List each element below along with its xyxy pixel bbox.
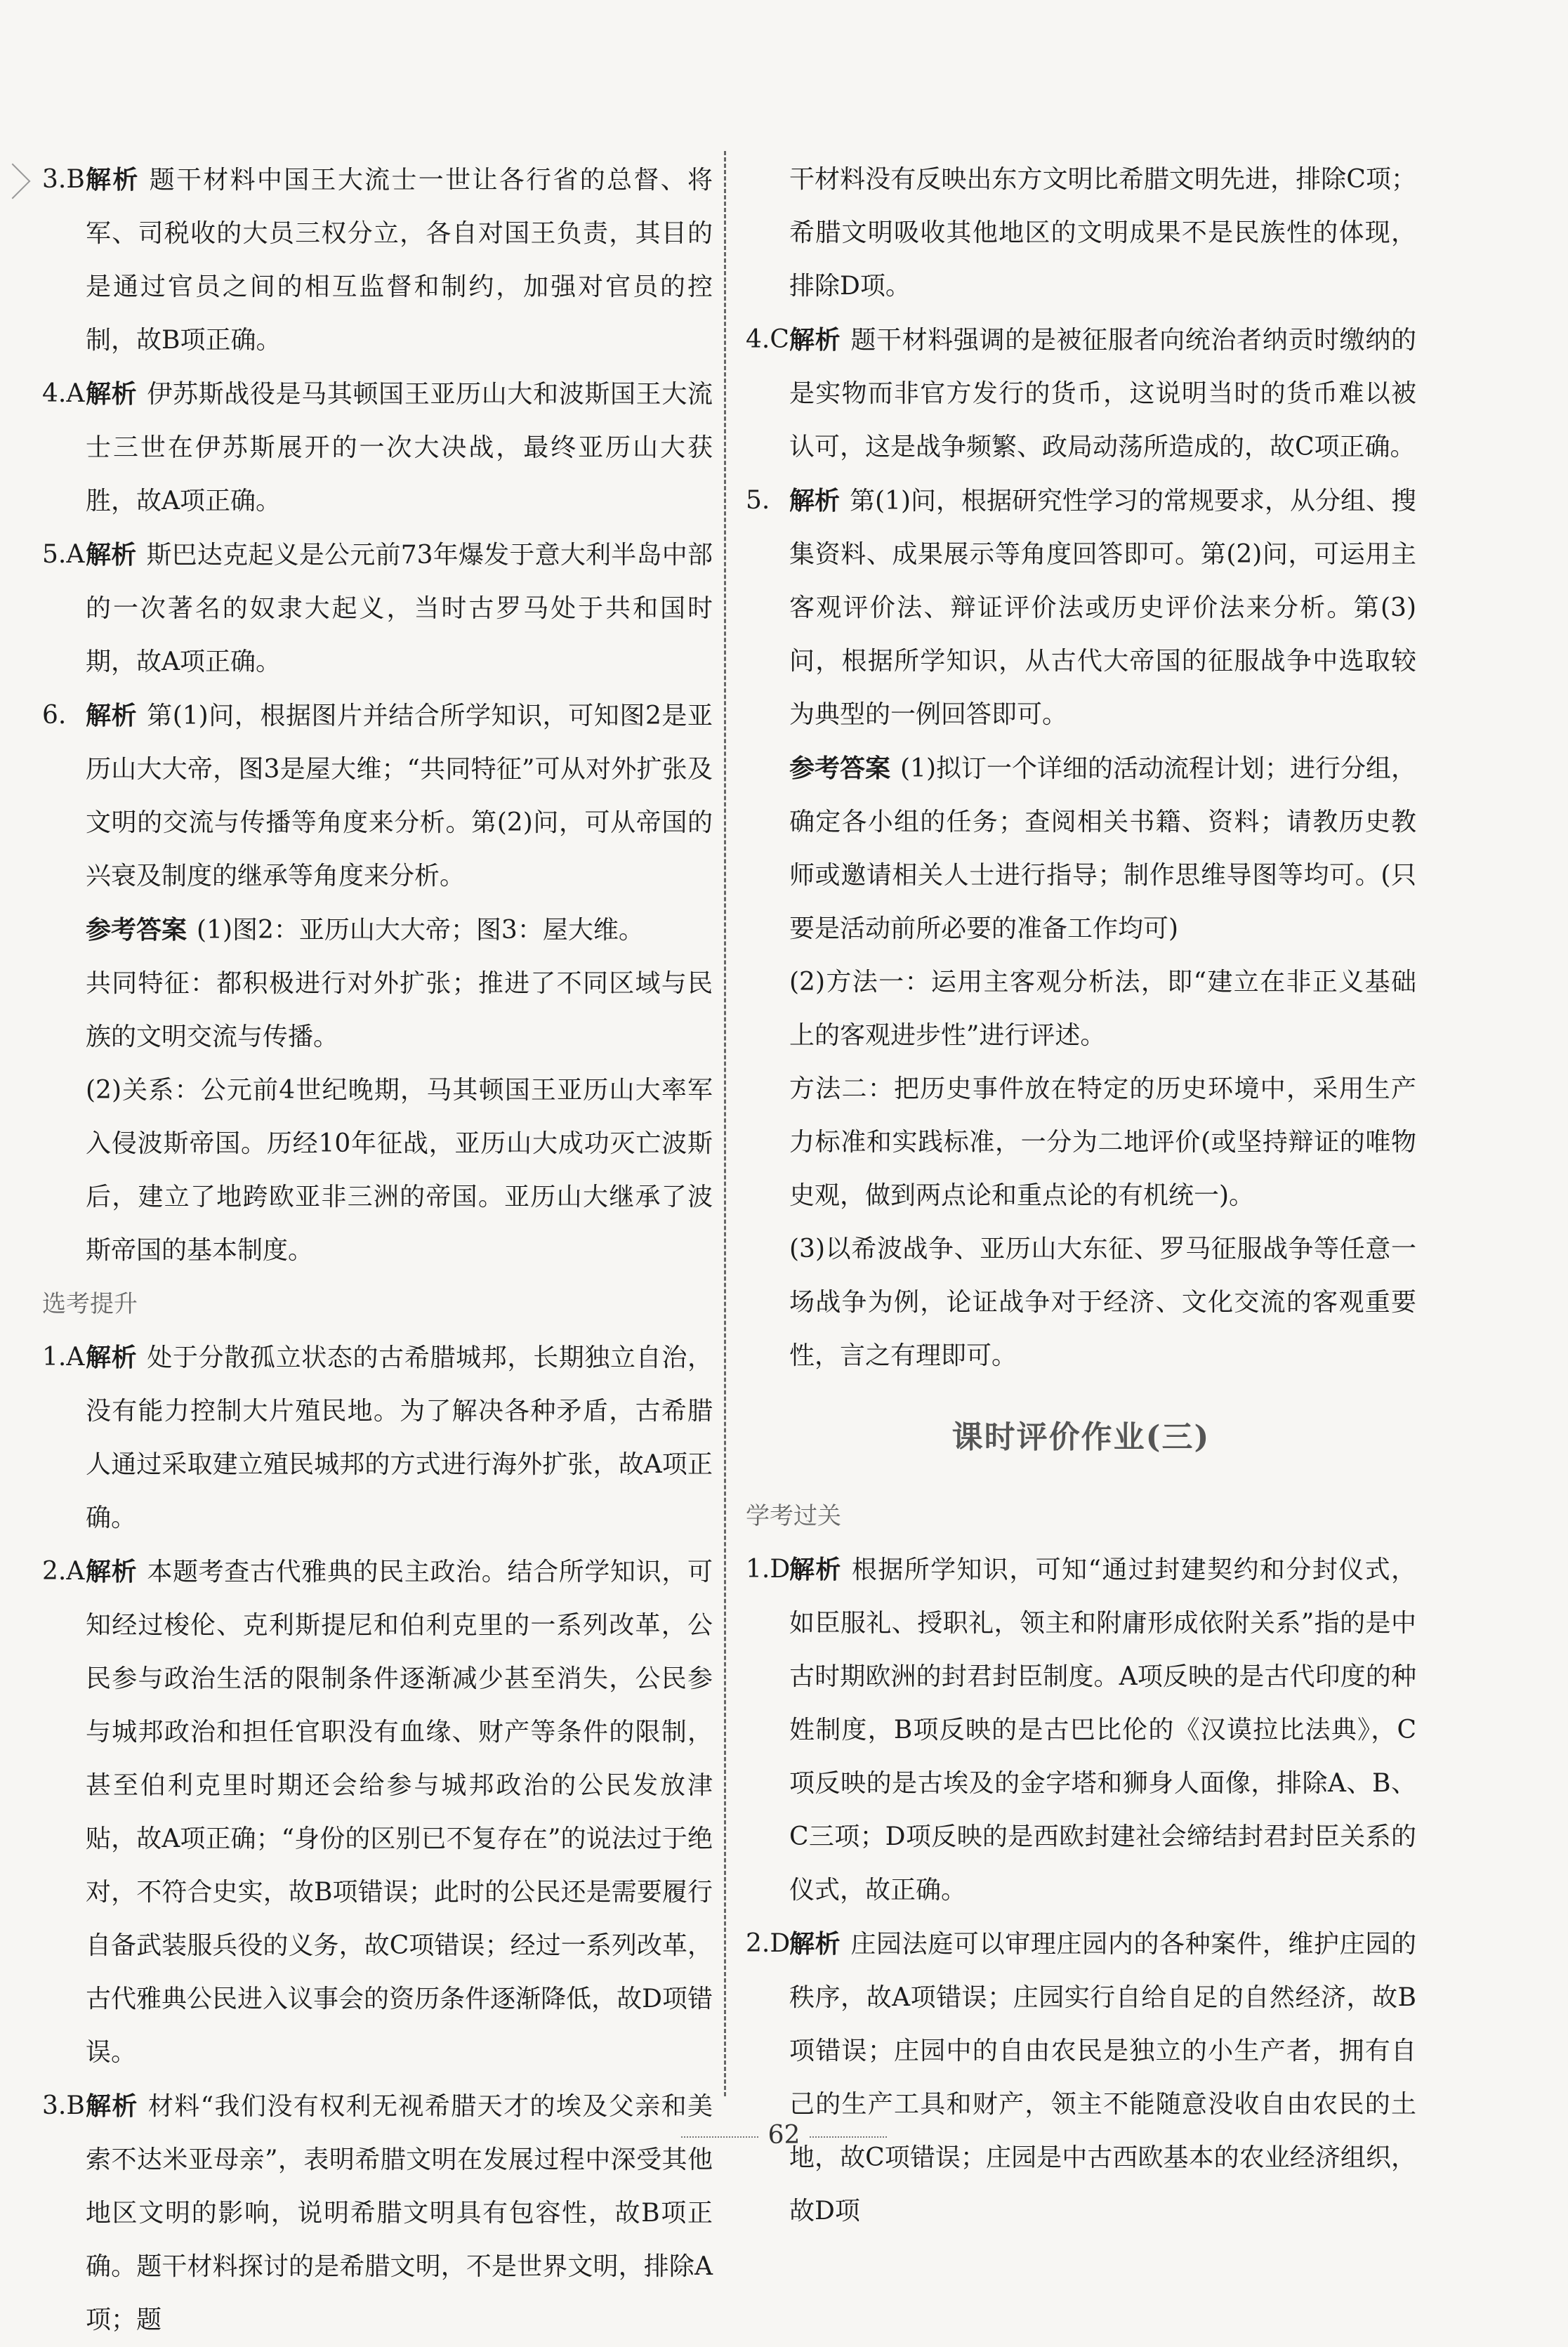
answer-item <box>746 474 1416 742</box>
answer-item <box>42 689 713 903</box>
reference-answer-line: (2)关系：公元前4世纪晚期，马其顿国王亚历山大率军入侵波斯帝国。历经10年征战，亚历山大成功灭亡波斯后，建立了地跨欧亚非三洲的帝国。亚历山大继承了波斯帝国的基本制度。 <box>86 1076 713 1265</box>
analysis-text: 第(1)问，根据研究性学习的常规要求，从分组、搜集资料、成果展示等角度回答即可。第(2)问，可运用主客观评价法、辩证评价法或历史评价法来分析。第(3)问，根据所学知识，从古代大帝国的征服战争中选取较为典型的一例回答即可。 <box>789 487 1417 729</box>
analysis-label: 解析 <box>789 1555 842 1584</box>
reference-answer <box>42 903 713 957</box>
analysis-label: 解析 <box>789 486 841 515</box>
question-number: 4.C <box>746 325 789 354</box>
analysis-text: 材料“我们没有权利无视希腊天才的埃及父亲和美索不达米亚母亲”，表明希腊文明在发展过程中深受其他地区文明的影响，说明希腊文明具有包容性，故B项正确。题干材料探讨的是希腊文明，不是世界文明，排除A项；题 <box>86 2092 713 2334</box>
page-number: 62 <box>767 2121 801 2150</box>
analysis-text: 庄园法庭可以审理庄园内的各种案件，维护庄园的秩序，故A项错误；庄园实行自给自足的自然经济，故B项错误；庄园中的自由农民是独立的小生产者，拥有自己的生产工具和财产，领主不能随意没收自由农民的土地，故C项错误；庄园是中古西欧基本的农业经济组织，故D项 <box>789 1930 1416 2226</box>
reference-answer-line: (3)以希波战争、亚历山大东征、罗马征服战争等任意一场战争为例，论证战争对于经济、文化交流的客观重要性，言之有理即可。 <box>789 1235 1416 1370</box>
analysis-label: 解析 <box>86 379 138 409</box>
question-number: 5. <box>746 486 770 515</box>
footer-ornament-right <box>810 2136 887 2138</box>
analysis-text: 题干材料中国王大流士一世让各行省的总督、将军、司税收的大员三权分立，各自对国王负责，其目的是通过官员之间的相互监督和制约，加强对官员的控制，故B项正确。 <box>86 166 713 355</box>
reference-answer-text: (1)拟订一个详细的活动流程计划；进行分组，确定各小组的任务；查阅相关书籍、资料；请教历史教师或邀请相关人士进行指导；制作思维导图等均可。(只要是活动前所必要的准备工作均可) <box>789 754 1417 943</box>
right-column <box>746 153 1416 2238</box>
answer-item <box>42 1545 713 2079</box>
analysis-label: 解析 <box>86 701 138 730</box>
continued-text: 干材料没有反映出东方文明比希腊文明先进，排除C项；希腊文明吸收其他地区的文明成果不是民族性的体现，排除D项。 <box>789 165 1416 301</box>
answer-item <box>746 1917 1416 2238</box>
reference-answer <box>746 742 1416 956</box>
answer-item <box>42 2079 713 2347</box>
reference-answer-label: 参考答案 <box>86 915 187 945</box>
analysis-label: 解析 <box>86 540 137 570</box>
answer-item <box>42 1331 713 1545</box>
section-heading: 选考提升 <box>42 1290 138 1318</box>
question-number: 1.D <box>746 1555 791 1584</box>
question-number: 3.B <box>42 2091 85 2120</box>
analysis-label: 解析 <box>789 1929 841 1959</box>
corner-mark-icon <box>0 164 30 199</box>
analysis-text: 斯巴达克起义是公元前73年爆发于意大利半岛中部的一次著名的奴隶大起义，当时古罗马处于共和国时期，故A项正确。 <box>86 541 713 676</box>
answer-item <box>42 528 713 689</box>
analysis-text: 处于分散孤立状态的古希腊城邦，长期独立自治，没有能力控制大片殖民地。为了解决各种矛盾，古希腊人通过采取建立殖民城邦的方式进行海外扩张，故A项正确。 <box>86 1343 713 1532</box>
analysis-label: 解析 <box>86 165 140 195</box>
question-number: 4.A <box>42 379 85 408</box>
analysis-label: 解析 <box>86 1557 138 1586</box>
analysis-text: 伊苏斯战役是马其顿国王亚历山大和波斯国王大流士三世在伊苏斯展开的一次大决战，最终亚历山大获胜，故A项正确。 <box>86 380 713 515</box>
question-number: 2.D <box>746 1929 791 1958</box>
answer-item <box>42 153 713 367</box>
analysis-text: 第(1)问，根据图片并结合所学知识，可知图2是亚历山大大帝，图3是屋大维；“共同特征”可从对外扩张及文明的交流与传播等角度来分析。第(2)问，可从帝国的兴衰及制度的继承等角度来分析。 <box>86 702 713 890</box>
question-number: 6. <box>42 701 67 730</box>
reference-answer-line: (2)方法一：运用主客观分析法，即“建立在非正义基础上的客观进步性”进行评述。 <box>789 968 1416 1050</box>
reference-answer-line: 方法二：把历史事件放在特定的历史环境中，采用生产力标准和实践标准，一分为二地评价(或坚持辩证的唯物史观，做到两点论和重点论的有机统一)。 <box>789 1074 1416 1210</box>
question-number: 3.B <box>42 165 85 194</box>
page-footer <box>0 2121 1568 2150</box>
analysis-label: 解析 <box>789 325 841 355</box>
answer-item <box>746 1543 1416 1917</box>
analysis-text: 题干材料强调的是被征服者向统治者纳贡时缴纳的是实物而非官方发行的货币，这说明当时的货币难以被认可，这是战争频繁、政局动荡所造成的，故C项正确。 <box>789 326 1416 461</box>
analysis-text: 根据所学知识，可知“通过封建契约和分封仪式，如臣服礼、授职礼，领主和附庸形成依附关系”指的是中古时期欧洲的封君封臣制度。A项反映的是古代印度的种姓制度，B项反映的是古巴比伦的《汉谟拉比法典》，C项反映的是古埃及的金字塔和狮身人面像，排除A、B、C三项；D项反映的是西欧封建社会缔结封君封臣关系的仪式，故正确。 <box>789 1556 1416 1905</box>
reference-answer-label: 参考答案 <box>789 754 891 783</box>
reference-answer-line: 共同特征：都积极进行对外扩张；推进了不同区域与民族的文明交流与传播。 <box>86 969 713 1051</box>
homework-title: 课时评价作业(三) <box>951 1419 1211 1455</box>
section-heading: 学考过关 <box>746 1502 841 1530</box>
analysis-text: 本题考查古代雅典的民主政治。结合所学知识，可知经过梭伦、克利斯提尼和伯利克里的一系列改革，公民参与政治生活的限制条件逐渐减少甚至消失，公民参与城邦政治和担任官职没有血缘、财产等条件的限制，甚至伯利克里时期还会给参与城邦政治的公民发放津贴，故A项正确；“身份的区别已不复存在”的说法过于绝对，不符合史实，故B项错误；此时的公民还是需要履行自备武装服兵役的义务，故C项错误；经过一系列改革，古代雅典公民进入议事会的资历条件逐渐降低，故D项错误。 <box>86 1558 713 2067</box>
answer-item <box>746 313 1416 474</box>
question-number: 2.A <box>42 1557 85 1586</box>
left-column <box>42 153 713 2347</box>
reference-answer-text: (1)图2：亚历山大大帝；图3：屋大维。 <box>197 916 644 945</box>
footer-ornament-left <box>681 2136 758 2138</box>
column-divider <box>724 151 726 2096</box>
answer-item <box>42 367 713 528</box>
question-number: 1.A <box>42 1343 85 1372</box>
analysis-label: 解析 <box>86 2091 138 2121</box>
question-number: 5.A <box>42 540 85 569</box>
analysis-label: 解析 <box>86 1343 138 1372</box>
